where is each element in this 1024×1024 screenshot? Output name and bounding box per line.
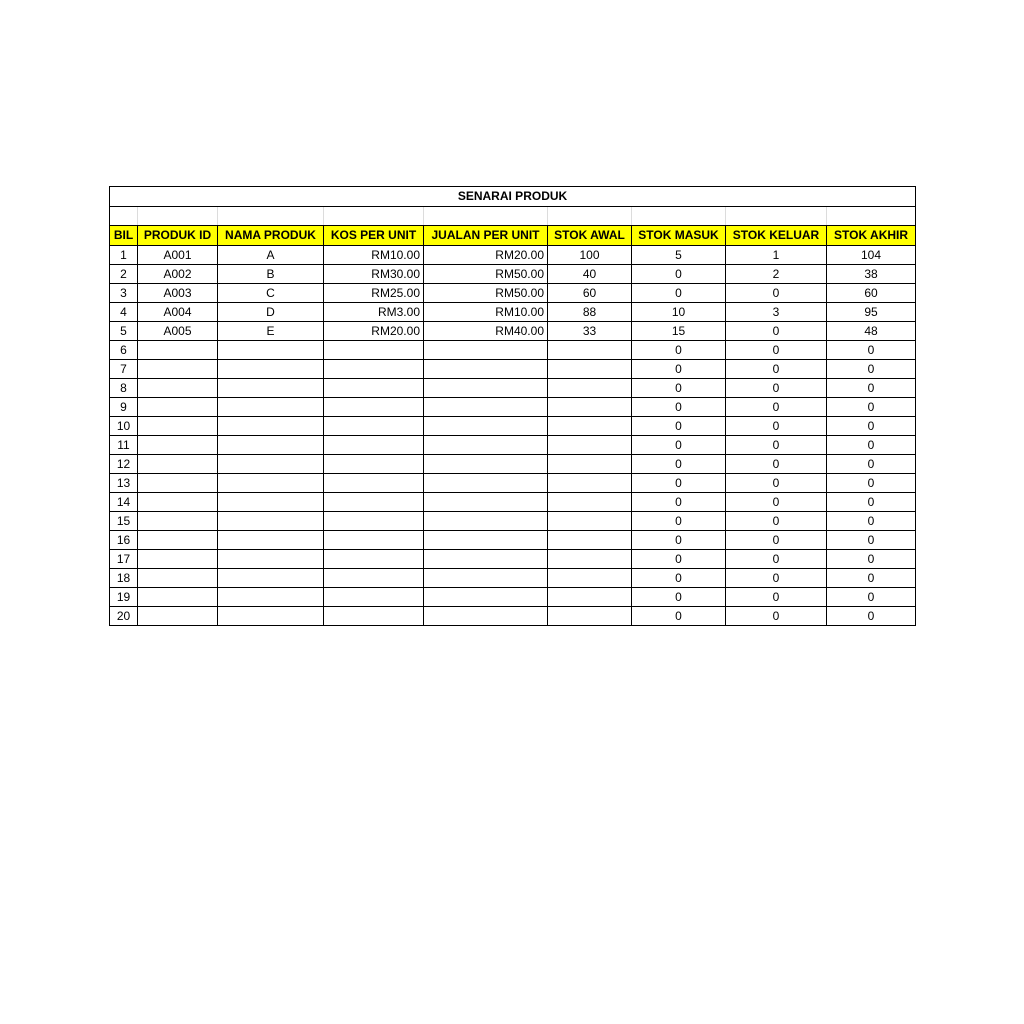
cell-kos-per-unit[interactable] [324,398,424,417]
cell-stok-akhir[interactable]: 95 [827,303,916,322]
cell-stok-awal[interactable] [548,436,632,455]
cell-produk-id[interactable] [138,417,218,436]
cell-stok-keluar[interactable]: 0 [726,436,827,455]
blank-cell[interactable] [138,207,218,226]
cell-stok-masuk[interactable]: 0 [632,569,726,588]
cell-nama-produk[interactable]: D [218,303,324,322]
cell-nama-produk[interactable] [218,569,324,588]
blank-cell[interactable] [424,207,548,226]
cell-produk-id[interactable] [138,550,218,569]
cell-kos-per-unit[interactable] [324,379,424,398]
cell-produk-id[interactable] [138,379,218,398]
cell-kos-per-unit[interactable] [324,550,424,569]
cell-stok-masuk[interactable]: 0 [632,284,726,303]
cell-kos-per-unit[interactable]: RM30.00 [324,265,424,284]
table-row [110,455,916,474]
cell-bil[interactable]: 3 [110,284,138,303]
cell-stok-keluar[interactable]: 0 [726,474,827,493]
cell-bil[interactable]: 10 [110,417,138,436]
cell-stok-keluar[interactable]: 0 [726,531,827,550]
cell-stok-awal[interactable] [548,531,632,550]
cell-stok-keluar[interactable]: 0 [726,341,827,360]
cell-jualan-per-unit[interactable] [424,379,548,398]
cell-produk-id[interactable]: A004 [138,303,218,322]
column-header-jualan-per-unit[interactable]: JUALAN PER UNIT [424,226,548,246]
cell-stok-masuk[interactable]: 0 [632,588,726,607]
cell-kos-per-unit[interactable]: RM25.00 [324,284,424,303]
cell-bil[interactable]: 2 [110,265,138,284]
column-header-stok-masuk[interactable]: STOK MASUK [632,226,726,246]
cell-nama-produk[interactable]: E [218,322,324,341]
cell-stok-masuk[interactable]: 5 [632,246,726,265]
cell-stok-awal[interactable] [548,341,632,360]
blank-cell[interactable] [110,207,138,226]
cell-bil[interactable]: 16 [110,531,138,550]
table-row [110,360,916,379]
cell-stok-awal[interactable] [548,607,632,626]
cell-stok-akhir[interactable]: 0 [827,379,916,398]
blank-cell[interactable] [548,207,632,226]
cell-jualan-per-unit[interactable] [424,569,548,588]
cell-stok-keluar[interactable]: 2 [726,265,827,284]
cell-stok-keluar[interactable]: 0 [726,379,827,398]
cell-kos-per-unit[interactable] [324,417,424,436]
blank-cell[interactable] [827,207,916,226]
cell-kos-per-unit[interactable] [324,512,424,531]
cell-kos-per-unit[interactable] [324,569,424,588]
blank-cell[interactable] [218,207,324,226]
cell-kos-per-unit[interactable] [324,341,424,360]
cell-nama-produk[interactable] [218,588,324,607]
cell-bil[interactable]: 19 [110,588,138,607]
cell-bil[interactable]: 15 [110,512,138,531]
cell-nama-produk[interactable]: C [218,284,324,303]
table-row [110,493,916,512]
table-row [110,322,916,341]
cell-stok-akhir[interactable]: 0 [827,474,916,493]
cell-stok-akhir[interactable]: 0 [827,588,916,607]
cell-stok-keluar[interactable]: 0 [726,398,827,417]
cell-jualan-per-unit[interactable] [424,474,548,493]
cell-stok-awal[interactable] [548,512,632,531]
cell-jualan-per-unit[interactable]: RM10.00 [424,303,548,322]
cell-nama-produk[interactable] [218,550,324,569]
cell-stok-awal[interactable] [548,398,632,417]
cell-jualan-per-unit[interactable] [424,360,548,379]
cell-bil[interactable]: 17 [110,550,138,569]
cell-stok-awal[interactable] [548,550,632,569]
cell-stok-keluar[interactable]: 3 [726,303,827,322]
cell-produk-id[interactable]: A002 [138,265,218,284]
cell-produk-id[interactable] [138,493,218,512]
cell-produk-id[interactable] [138,455,218,474]
cell-kos-per-unit[interactable] [324,455,424,474]
cell-nama-produk[interactable] [218,493,324,512]
cell-bil[interactable]: 9 [110,398,138,417]
header-row [110,226,916,246]
cell-produk-id[interactable] [138,569,218,588]
cell-kos-per-unit[interactable] [324,531,424,550]
cell-kos-per-unit[interactable]: RM20.00 [324,322,424,341]
table-row [110,379,916,398]
cell-stok-akhir[interactable]: 0 [827,417,916,436]
cell-bil[interactable]: 14 [110,493,138,512]
cell-produk-id[interactable]: A005 [138,322,218,341]
cell-stok-akhir[interactable]: 104 [827,246,916,265]
product-list-sheet [109,186,915,626]
table-row [110,569,916,588]
cell-produk-id[interactable] [138,436,218,455]
column-header-stok-keluar[interactable]: STOK KELUAR [726,226,827,246]
cell-stok-masuk[interactable]: 0 [632,474,726,493]
cell-bil[interactable]: 13 [110,474,138,493]
cell-produk-id[interactable]: A003 [138,284,218,303]
cell-stok-keluar[interactable]: 0 [726,607,827,626]
cell-stok-akhir[interactable]: 0 [827,550,916,569]
cell-stok-keluar[interactable]: 0 [726,550,827,569]
cell-stok-keluar[interactable]: 1 [726,246,827,265]
cell-stok-masuk[interactable]: 0 [632,607,726,626]
cell-jualan-per-unit[interactable] [424,417,548,436]
cell-bil[interactable]: 5 [110,322,138,341]
column-header-stok-akhir[interactable]: STOK AKHIR [827,226,916,246]
cell-nama-produk[interactable] [218,398,324,417]
cell-nama-produk[interactable] [218,474,324,493]
cell-produk-id[interactable] [138,588,218,607]
cell-bil[interactable]: 12 [110,455,138,474]
table-row [110,607,916,626]
cell-stok-akhir[interactable]: 0 [827,607,916,626]
cell-jualan-per-unit[interactable]: RM20.00 [424,246,548,265]
column-header-produk-id[interactable]: PRODUK ID [138,226,218,246]
column-header-stok-awal[interactable]: STOK AWAL [548,226,632,246]
cell-stok-akhir[interactable]: 0 [827,512,916,531]
cell-stok-keluar[interactable]: 0 [726,588,827,607]
table-row [110,417,916,436]
cell-nama-produk[interactable] [218,341,324,360]
cell-stok-masuk[interactable]: 10 [632,303,726,322]
table-row [110,398,916,417]
cell-jualan-per-unit[interactable]: RM40.00 [424,322,548,341]
column-header-kos-per-unit[interactable]: KOS PER UNIT [324,226,424,246]
cell-bil[interactable]: 18 [110,569,138,588]
cell-kos-per-unit[interactable] [324,588,424,607]
cell-stok-keluar[interactable]: 0 [726,493,827,512]
cell-produk-id[interactable] [138,607,218,626]
cell-jualan-per-unit[interactable] [424,398,548,417]
cell-stok-akhir[interactable]: 38 [827,265,916,284]
cell-jualan-per-unit[interactable] [424,436,548,455]
cell-stok-masuk[interactable]: 0 [632,531,726,550]
table-body [110,246,916,626]
cell-stok-awal[interactable] [548,493,632,512]
cell-stok-akhir[interactable]: 0 [827,493,916,512]
cell-kos-per-unit[interactable]: RM3.00 [324,303,424,322]
cell-stok-awal[interactable]: 100 [548,246,632,265]
table-row [110,284,916,303]
cell-stok-akhir[interactable]: 0 [827,531,916,550]
cell-jualan-per-unit[interactable] [424,512,548,531]
cell-nama-produk[interactable] [218,607,324,626]
cell-stok-awal[interactable] [548,417,632,436]
cell-stok-akhir[interactable]: 60 [827,284,916,303]
cell-bil[interactable]: 8 [110,379,138,398]
cell-bil[interactable]: 4 [110,303,138,322]
cell-nama-produk[interactable] [218,417,324,436]
sheet-title[interactable]: SENARAI PRODUK [110,187,916,207]
cell-kos-per-unit[interactable] [324,493,424,512]
cell-stok-awal[interactable] [548,588,632,607]
cell-stok-keluar[interactable]: 0 [726,512,827,531]
table-row [110,474,916,493]
cell-stok-masuk[interactable]: 0 [632,341,726,360]
cell-nama-produk[interactable] [218,531,324,550]
cell-stok-akhir[interactable]: 48 [827,322,916,341]
table-row [110,512,916,531]
cell-stok-awal[interactable]: 40 [548,265,632,284]
table-row [110,246,916,265]
cell-kos-per-unit[interactable] [324,607,424,626]
blank-cell[interactable] [632,207,726,226]
cell-stok-awal[interactable] [548,569,632,588]
cell-stok-masuk[interactable]: 0 [632,493,726,512]
cell-stok-keluar[interactable]: 0 [726,455,827,474]
cell-stok-masuk[interactable]: 0 [632,455,726,474]
cell-stok-keluar[interactable]: 0 [726,569,827,588]
cell-bil[interactable]: 1 [110,246,138,265]
cell-nama-produk[interactable] [218,360,324,379]
cell-jualan-per-unit[interactable] [424,531,548,550]
blank-cell[interactable] [324,207,424,226]
cell-bil[interactable]: 20 [110,607,138,626]
cell-stok-akhir[interactable]: 0 [827,398,916,417]
cell-kos-per-unit[interactable]: RM10.00 [324,246,424,265]
cell-nama-produk[interactable]: B [218,265,324,284]
cell-stok-masuk[interactable]: 0 [632,512,726,531]
table-row [110,265,916,284]
cell-jualan-per-unit[interactable] [424,341,548,360]
cell-stok-akhir[interactable]: 0 [827,569,916,588]
cell-stok-keluar[interactable]: 0 [726,284,827,303]
cell-jualan-per-unit[interactable]: RM50.00 [424,265,548,284]
cell-stok-masuk[interactable]: 15 [632,322,726,341]
cell-kos-per-unit[interactable] [324,436,424,455]
cell-produk-id[interactable] [138,398,218,417]
cell-stok-keluar[interactable]: 0 [726,360,827,379]
cell-stok-awal[interactable] [548,360,632,379]
cell-stok-akhir[interactable]: 0 [827,341,916,360]
cell-nama-produk[interactable] [218,455,324,474]
cell-stok-masuk[interactable]: 0 [632,550,726,569]
cell-stok-masuk[interactable]: 0 [632,436,726,455]
cell-stok-masuk[interactable]: 0 [632,398,726,417]
cell-jualan-per-unit[interactable] [424,550,548,569]
cell-stok-awal[interactable]: 60 [548,284,632,303]
cell-stok-awal[interactable] [548,474,632,493]
cell-nama-produk[interactable]: A [218,246,324,265]
cell-produk-id[interactable] [138,474,218,493]
cell-nama-produk[interactable] [218,436,324,455]
cell-stok-keluar[interactable]: 0 [726,417,827,436]
table-row [110,436,916,455]
cell-stok-keluar[interactable]: 0 [726,322,827,341]
cell-jualan-per-unit[interactable]: RM50.00 [424,284,548,303]
cell-stok-awal[interactable]: 88 [548,303,632,322]
cell-kos-per-unit[interactable] [324,474,424,493]
table-row [110,303,916,322]
cell-produk-id[interactable] [138,531,218,550]
cell-stok-awal[interactable] [548,455,632,474]
cell-produk-id[interactable]: A001 [138,246,218,265]
cell-stok-awal[interactable] [548,379,632,398]
table-row [110,588,916,607]
blank-row [110,207,916,226]
cell-kos-per-unit[interactable] [324,360,424,379]
table-row [110,531,916,550]
blank-cell[interactable] [726,207,827,226]
cell-produk-id[interactable] [138,360,218,379]
cell-stok-masuk[interactable]: 0 [632,360,726,379]
cell-bil[interactable]: 6 [110,341,138,360]
cell-jualan-per-unit[interactable] [424,493,548,512]
cell-bil[interactable]: 11 [110,436,138,455]
cell-produk-id[interactable] [138,341,218,360]
cell-stok-akhir[interactable]: 0 [827,455,916,474]
cell-stok-masuk[interactable]: 0 [632,265,726,284]
column-header-nama-produk[interactable]: NAMA PRODUK [218,226,324,246]
table-row [110,341,916,360]
cell-stok-masuk[interactable]: 0 [632,379,726,398]
column-header-bil[interactable]: BIL [110,226,138,246]
cell-stok-akhir[interactable]: 0 [827,360,916,379]
cell-stok-awal[interactable]: 33 [548,322,632,341]
cell-bil[interactable]: 7 [110,360,138,379]
cell-produk-id[interactable] [138,512,218,531]
cell-nama-produk[interactable] [218,512,324,531]
cell-jualan-per-unit[interactable] [424,455,548,474]
table-row [110,550,916,569]
cell-stok-akhir[interactable]: 0 [827,436,916,455]
cell-jualan-per-unit[interactable] [424,588,548,607]
cell-jualan-per-unit[interactable] [424,607,548,626]
cell-stok-masuk[interactable]: 0 [632,417,726,436]
product-table [109,186,916,626]
cell-nama-produk[interactable] [218,379,324,398]
